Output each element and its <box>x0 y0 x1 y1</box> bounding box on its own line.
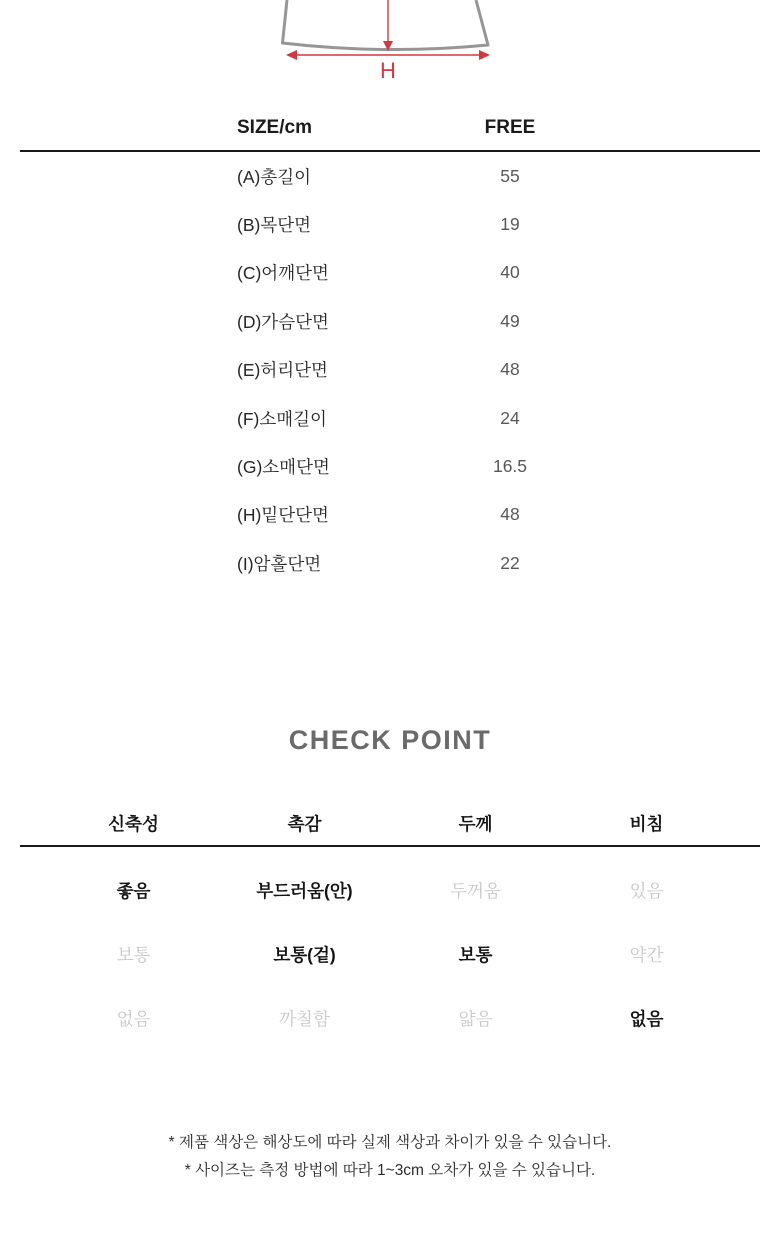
size-row-value: 55 <box>500 165 520 186</box>
cp-cell: 없음 <box>629 1009 664 1030</box>
table-row <box>20 152 760 200</box>
size-row-value: 22 <box>500 552 520 573</box>
h-measure-right-arrowhead-icon <box>479 50 490 60</box>
table-row <box>48 923 732 987</box>
check-point-title: CHECK POINT <box>288 724 492 755</box>
size-header-unit: SIZE/cm <box>237 117 312 138</box>
check-point-body <box>20 847 760 1051</box>
h-measure-label: H <box>380 58 396 80</box>
cp-cell: 없음 <box>116 1009 151 1030</box>
size-table <box>20 106 760 588</box>
size-row-label: (I)암홀단면 <box>237 553 322 574</box>
cp-cell: 까칠함 <box>279 1009 330 1030</box>
table-row <box>20 394 760 442</box>
table-row <box>20 297 760 345</box>
cp-cell: 부드러움(안) <box>256 881 353 902</box>
size-row-value: 16.5 <box>492 456 528 477</box>
size-row-value: 24 <box>500 407 520 428</box>
footnote-color-notice: * 제품 색상은 해상도에 따라 실제 색상과 차이가 있을 수 있습니다. <box>168 1133 612 1151</box>
table-row <box>20 442 760 490</box>
table-row <box>20 491 760 539</box>
size-row-value: 48 <box>500 359 520 380</box>
check-point-table <box>20 803 760 1051</box>
size-row-value: 19 <box>500 214 520 235</box>
table-row <box>20 249 760 297</box>
size-row-label: (H)밑단단면 <box>237 505 329 526</box>
table-row <box>20 539 760 587</box>
garment-measurement-diagram <box>0 0 780 80</box>
cp-cell: 보통(겉) <box>273 945 336 966</box>
table-row <box>20 200 760 248</box>
cp-cell: 보통 <box>458 945 493 966</box>
cp-col-sheerness: 비침 <box>629 814 664 835</box>
cp-col-elasticity: 신축성 <box>108 814 159 835</box>
cp-cell: 있음 <box>629 881 664 902</box>
cp-cell: 두꺼움 <box>450 881 501 902</box>
footnote-size-notice: * 사이즈는 측정 방법에 따라 1~3cm 오차가 있을 수 있습니다. <box>184 1161 596 1179</box>
cp-cell: 좋음 <box>116 881 151 902</box>
size-row-label: (G)소매단면 <box>237 457 330 478</box>
cp-cell: 약간 <box>629 945 664 966</box>
size-table-header <box>20 106 760 152</box>
cp-cell: 얇음 <box>458 1009 493 1030</box>
table-row <box>20 346 760 394</box>
h-measure-left-arrowhead-icon <box>286 50 297 60</box>
size-row-label: (B)목단면 <box>237 215 312 236</box>
check-point-header <box>20 803 760 847</box>
size-row-label: (E)허리단면 <box>237 360 328 381</box>
garment-diagram-svg <box>0 0 780 80</box>
footnotes <box>0 1129 780 1185</box>
cp-col-texture: 촉감 <box>287 814 322 835</box>
size-row-label: (C)어깨단면 <box>237 263 329 284</box>
table-row <box>48 987 732 1051</box>
size-row-label: (A)총길이 <box>237 166 312 187</box>
table-row <box>48 859 732 923</box>
size-header-free: FREE <box>484 117 536 138</box>
size-row-value: 49 <box>500 310 520 331</box>
size-row-label: (F)소매길이 <box>237 408 327 429</box>
cp-col-thickness: 두께 <box>458 814 493 835</box>
cp-cell: 보통 <box>116 945 151 966</box>
size-row-value: 40 <box>500 262 520 283</box>
size-row-value: 48 <box>500 504 520 525</box>
size-row-label: (D)가슴단면 <box>237 311 329 332</box>
